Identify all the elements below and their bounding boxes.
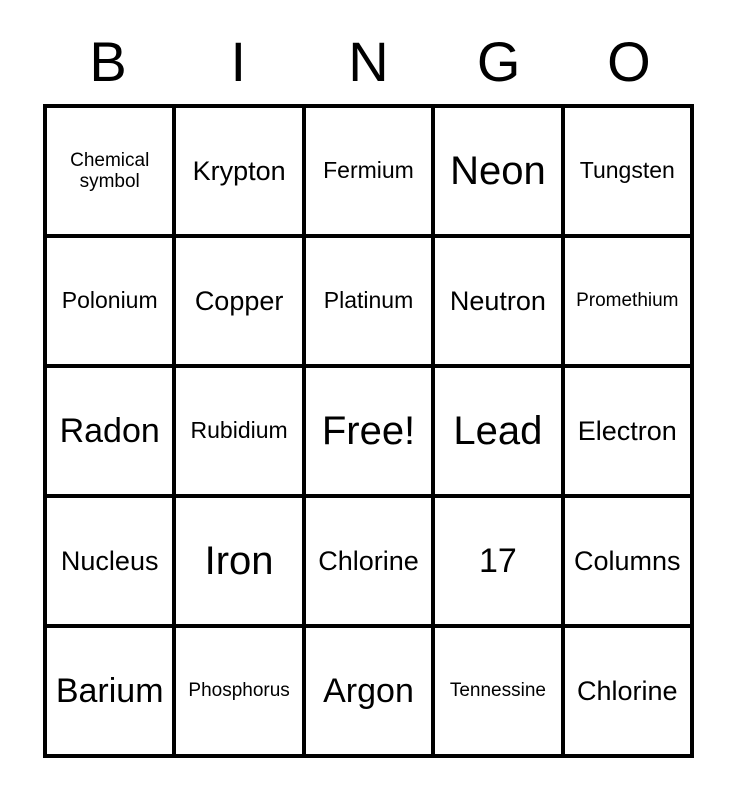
bingo-cell-label: Radon <box>59 411 160 450</box>
bingo-cell-label: Chlorine <box>318 545 419 576</box>
bingo-cell-label: Phosphorus <box>188 680 290 702</box>
bingo-cell-r3c1[interactable] <box>47 368 176 498</box>
bingo-cell-label: Platinum <box>323 287 414 314</box>
bingo-cell-label: Polonium <box>61 287 158 314</box>
bingo-cell-r2c5[interactable] <box>565 238 694 368</box>
bingo-cell-r4c2[interactable] <box>176 498 305 628</box>
header-letter-g: G <box>476 30 521 93</box>
bingo-cell-r1c2[interactable] <box>176 108 305 238</box>
bingo-cell-r2c4[interactable] <box>435 238 564 368</box>
bingo-cell-label: Copper <box>194 285 284 316</box>
bingo-cell-r4c3[interactable] <box>306 498 435 628</box>
bingo-cell-label: 17 <box>478 541 517 580</box>
bingo-cell-label: Electron <box>577 415 677 446</box>
bingo-cell-r5c3[interactable] <box>306 628 435 758</box>
bingo-cell-free[interactable] <box>306 368 435 498</box>
bingo-header <box>43 0 694 94</box>
bingo-cell-label: Tungsten <box>579 157 675 184</box>
bingo-cell-label: Free! <box>321 408 416 453</box>
bingo-cell-r5c4[interactable] <box>435 628 564 758</box>
bingo-cell-r5c5[interactable] <box>565 628 694 758</box>
bingo-cell-r3c4[interactable] <box>435 368 564 498</box>
bingo-cell-r3c2[interactable] <box>176 368 305 498</box>
bingo-cell-label: Fermium <box>323 157 414 184</box>
header-letter-i: I <box>230 30 247 93</box>
bingo-cell-label: Promethium <box>576 290 679 312</box>
bingo-cell-label: Tennessine <box>449 680 546 702</box>
header-letter-b: B <box>89 30 127 93</box>
bingo-grid <box>43 104 694 758</box>
bingo-cell-r1c1[interactable] <box>47 108 176 238</box>
bingo-cell-r4c4[interactable] <box>435 498 564 628</box>
bingo-cell-r1c4[interactable] <box>435 108 564 238</box>
bingo-cell-label: Nucleus <box>60 545 159 576</box>
header-letter-n: N <box>348 30 389 93</box>
bingo-cell-label: Krypton <box>192 155 286 186</box>
bingo-cell-label: Lead <box>453 408 543 453</box>
bingo-cell-label: Rubidium <box>190 417 288 444</box>
bingo-cell-r2c3[interactable] <box>306 238 435 368</box>
bingo-cell-label: Argon <box>323 671 414 710</box>
header-letter-o: O <box>607 30 651 93</box>
bingo-cell-r5c1[interactable] <box>47 628 176 758</box>
bingo-cell-r5c2[interactable] <box>176 628 305 758</box>
bingo-cell-r3c5[interactable] <box>565 368 694 498</box>
bingo-cell-r1c3[interactable] <box>306 108 435 238</box>
bingo-cell-label: Neon <box>450 148 546 193</box>
bingo-cell-r2c1[interactable] <box>47 238 176 368</box>
bingo-cell-label: Barium <box>55 671 164 710</box>
bingo-cell-label: Neutron <box>449 285 546 316</box>
bingo-cell-r2c2[interactable] <box>176 238 305 368</box>
bingo-cell-r1c5[interactable] <box>565 108 694 238</box>
bingo-cell-r4c1[interactable] <box>47 498 176 628</box>
bingo-cell-r4c5[interactable] <box>565 498 694 628</box>
bingo-cell-label: Iron <box>204 538 274 583</box>
bingo-cell-label: Chemical symbol <box>70 149 150 192</box>
bingo-cell-label: Chlorine <box>577 675 678 706</box>
bingo-cell-label: Columns <box>574 545 681 576</box>
